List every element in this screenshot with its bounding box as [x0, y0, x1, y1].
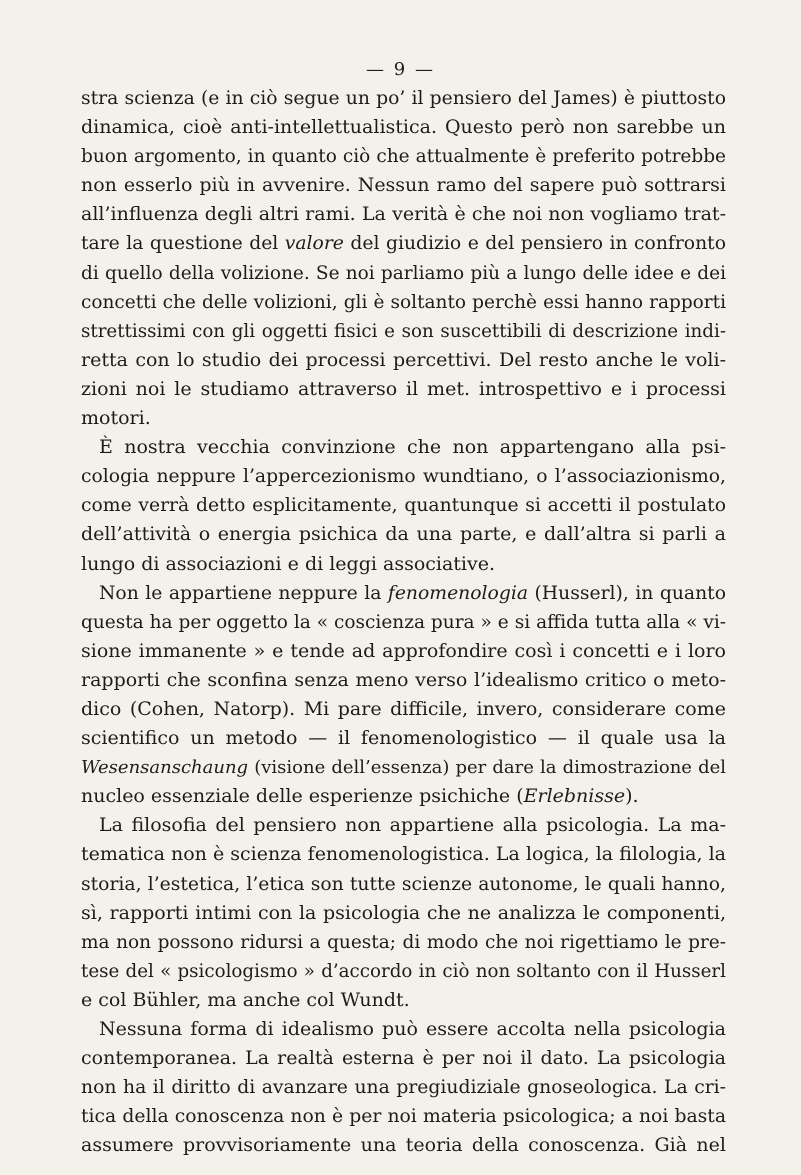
text-line — [81, 986, 726, 1015]
text-run: all’influenza degli altri rami. La verità è che noi non vogliamo trat- — [81, 203, 726, 226]
text-run: scientifico un metodo — il fenomenologistico — il quale usa la — [81, 727, 726, 750]
text-line — [81, 637, 726, 666]
text-line — [81, 782, 726, 811]
text-run: (visione dell’essenza) per dare la dimostrazione del — [248, 757, 726, 779]
text-line — [81, 491, 726, 520]
text-run: zioni noi le studiamo attraverso il met. introspettivo e i processi — [81, 377, 726, 400]
text-line — [81, 928, 726, 957]
text-line — [81, 433, 726, 462]
text-line — [81, 84, 726, 113]
text-line — [81, 346, 726, 375]
text-line — [81, 288, 726, 317]
text-run: sì, rapporti intimi con la psicologia che ne analizza le componenti, — [81, 901, 726, 924]
text-line — [81, 259, 726, 288]
text-line — [81, 404, 726, 433]
text-line — [81, 811, 726, 840]
text-run: storia, l’estetica, l’etica son tutte scienze autonome, le quali hanno, — [81, 873, 726, 895]
text-line — [81, 957, 726, 986]
text-run: stra scienza (e in ciò segue un po’ il pensiero del James) è piuttosto — [81, 88, 726, 109]
text-line — [81, 579, 726, 608]
text-run: Nessuna forma di idealismo può essere accolta nella psicologia — [99, 1018, 726, 1040]
text-run: lungo di associazioni e di leggi associative. — [81, 552, 496, 575]
italic-term: valore — [284, 233, 344, 255]
text-line — [81, 695, 726, 724]
text-line — [81, 317, 726, 346]
text-run: assumere provvisoriamente una teoria della conoscenza. Già nel — [81, 1134, 726, 1157]
text-run: Non le appartiene neppure la — [99, 582, 388, 604]
text-run: tare la questione del — [81, 233, 285, 255]
text-line — [81, 899, 726, 928]
text-line — [81, 724, 726, 753]
text-run: tese del « psicologismo » d’accordo in ciò non soltanto con il Husserl — [81, 960, 726, 982]
italic-term: Erlebnisse — [523, 785, 626, 808]
text-run: dell’attività o energia psichica da una parte, e dall’altra si parli a — [81, 523, 726, 546]
text-line — [81, 608, 726, 637]
text-line — [81, 753, 726, 782]
text-run: di quello della volizione. Se noi parliamo più a lungo delle idee e dei — [81, 262, 726, 284]
text-line — [81, 1044, 726, 1073]
text-line — [81, 113, 726, 142]
text-run: sione immanente » e tende ad approfondire così i concetti e i loro — [81, 639, 726, 662]
text-run: cologia neppure l’appercezionismo wundtiano, o l’associazionismo, — [81, 466, 726, 488]
text-run: (Husserl), in quanto — [528, 582, 726, 604]
text-line — [81, 1131, 726, 1160]
text-line — [81, 520, 726, 549]
body-text — [81, 84, 726, 1160]
text-line — [81, 462, 726, 491]
text-line — [81, 229, 726, 258]
text-run: e col Bühler, ma anche col Wundt. — [81, 988, 410, 1011]
text-run: La filosofia del pensiero non appartiene alla psicologia. La ma- — [99, 814, 726, 837]
text-run: motori. — [81, 407, 151, 430]
text-run: del giudizio e del pensiero in confronto — [343, 233, 726, 255]
text-run: buon argomento, in quanto ciò che attualmente è preferito potrebbe — [81, 146, 726, 168]
text-run: questa ha per oggetto la « coscienza pura » e si affida tutta alla « vi- — [81, 611, 726, 633]
text-run: retta con lo studio dei processi percettivi. Del resto anche le voli- — [81, 348, 726, 371]
text-run: ). — [625, 785, 639, 808]
italic-term: fenomenologia — [387, 582, 528, 604]
text-line — [81, 171, 726, 200]
text-line — [81, 200, 726, 229]
text-line — [81, 1015, 726, 1044]
page-number: — 9 — — [366, 59, 435, 80]
text-run: tematica non è scienza fenomenologistica. La logica, la filologia, la — [81, 843, 726, 866]
text-run: dinamica, cioè anti-intellettualistica. Questo però non sarebbe un — [81, 116, 726, 139]
text-run: come verrà detto esplicitamente, quantunque si accetti il postulato — [81, 495, 726, 517]
text-run: non esserlo più in avvenire. Nessun ramo del sapere può sottrarsi — [81, 174, 726, 197]
text-run: nucleo essenziale delle esperienze psichiche ( — [81, 785, 524, 808]
text-line — [81, 550, 726, 579]
text-run: tica della conoscenza non è per noi materia psicologica; a noi basta — [81, 1106, 726, 1128]
text-line — [81, 666, 726, 695]
text-line — [81, 840, 726, 869]
text-line — [81, 1102, 726, 1131]
text-run: ma non possono ridursi a questa; di modo che noi rigettiamo le pre- — [81, 931, 726, 953]
text-run: strettissimi con gli oggetti fisici e son suscettibili di descrizione indi- — [81, 320, 726, 342]
italic-term: Wesensanschaung — [81, 757, 249, 779]
text-run: È nostra vecchia convinzione che non appartengano alla psi- — [99, 436, 726, 459]
text-run: dico (Cohen, Natorp). Mi pare difficile, invero, considerare come — [81, 697, 726, 720]
text-run: contemporanea. La realtà esterna è per noi il dato. La psicologia — [81, 1047, 726, 1070]
text-run: non ha il diritto di avanzare una pregiudiziale gnoseologica. La cri- — [81, 1077, 726, 1099]
text-line — [81, 1073, 726, 1102]
text-line — [81, 142, 726, 171]
text-line — [81, 870, 726, 899]
text-line — [81, 375, 726, 404]
text-run: concetti che delle volizioni, gli è soltanto perchè essi hanno rapporti — [81, 291, 726, 313]
text-run: rapporti che sconfina senza meno verso l’idealismo critico o meto- — [81, 668, 726, 691]
